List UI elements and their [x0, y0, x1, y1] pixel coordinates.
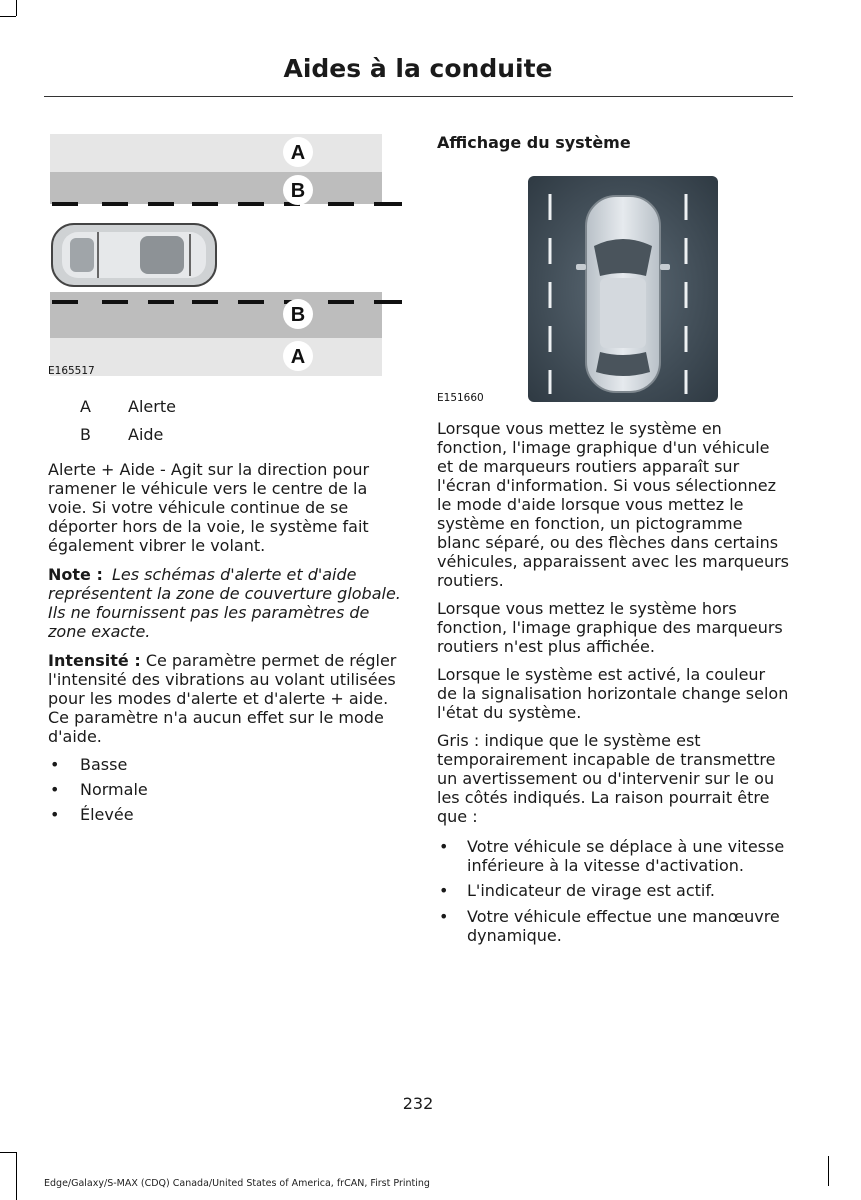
label-b-bottom [283, 299, 313, 329]
note-text: Les schémas d'alerte et d'aide représentent la zone de couverture globale. Ils ne fournissent pas les paramètres de zone exacte. [48, 565, 401, 641]
legend-key-a: A [80, 397, 91, 416]
crop-mark-bottom-left-h [0, 1152, 16, 1153]
vehicle-top-view-icon [576, 196, 670, 392]
right-bullet-dot-2: • [439, 881, 449, 900]
alert-aid-paragraph: Alerte + Aide - Agit sur la direction pour ramener le véhicule vers le centre de la voie. Si votre véhicule continue de se déporter hors de la voie, le système fait également vibrer le volant. [48, 460, 370, 555]
aid-zone-bottom [50, 292, 382, 338]
alert-zone-top [50, 134, 382, 172]
right-column [437, 419, 789, 826]
right-bullet-dot-1: • [439, 837, 449, 856]
intensity-label: Intensité : [48, 651, 141, 670]
page-number: 232 [402, 1094, 434, 1113]
label-a-bottom-text: A [290, 346, 306, 368]
lane-assist-diagram [40, 128, 412, 384]
intensity-option-low: Basse [80, 755, 128, 774]
footer-text: Edge/Galaxy/S-MAX (CDQ) Canada/United States of America, frCAN, First Printing [44, 1178, 430, 1189]
legend-key-b: B [80, 425, 91, 444]
note-paragraph [48, 565, 402, 641]
label-a-top-text: A [290, 142, 306, 164]
display-paragraph-4: Gris : indique que le système est temporairement incapable de transmettre un avertissement ou d'intervenir sur le ou les côtés indiqués. La raison pourrait être que : [437, 731, 776, 826]
grey-reason-turn-signal: L'indicateur de virage est actif. [467, 881, 715, 900]
label-b-bottom-text: B [290, 304, 306, 326]
crop-mark-bottom-left [16, 1152, 17, 1200]
display-paragraph-1: Lorsque vous mettez le système en fonction, l'image graphique d'un véhicule et de marqueurs routiers apparaît sur l'écran d'information. Si vous sélectionnez le mode d'aide lorsque vous mettez le système en fonction, un pictogramme blanc séparé, ou des flèches dans certains véhicules, apparaissent avec les marqueurs routiers. [437, 419, 789, 590]
bullet-dot-3: • [50, 805, 60, 824]
bullet-dot-1: • [50, 755, 60, 774]
grey-reason-dynamic: Votre véhicule effectue une manœuvre dynamique. [467, 907, 780, 945]
vehicle-icon [52, 224, 216, 286]
crop-mark-bottom-right [828, 1156, 829, 1186]
label-a-bottom [283, 341, 313, 371]
system-display-graphic [528, 176, 718, 402]
label-b-top [283, 175, 313, 205]
display-paragraph-3: Lorsque le système est activé, la couleur de la signalisation horizontale change selon l'état du système. [437, 665, 789, 722]
right-bullet-dot-3: • [439, 907, 449, 926]
intensity-option-high: Élevée [80, 805, 134, 824]
left-column [48, 460, 402, 746]
intensity-text: Ce paramètre permet de régler l'intensité des vibrations au volant utilisées pour les modes d'alerte et d'alerte + aide. Ce paramètre n'a aucun effet sur le mode d'aide. [48, 651, 397, 746]
intensity-option-normal: Normale [80, 780, 148, 799]
section-heading: Affichage du système [437, 133, 631, 152]
alert-zone-bottom [50, 338, 382, 376]
figure2-code: E151660 [437, 392, 484, 404]
bullet-dot-2: • [50, 780, 60, 799]
grey-reason-speed: Votre véhicule se déplace à une vitesse inférieure à la vitesse d'activation. [467, 837, 785, 875]
crop-mark-top-left [16, 0, 17, 16]
label-b-top-text: B [290, 180, 306, 202]
crop-mark-top-left-h [0, 16, 16, 17]
figure1-code: E165517 [48, 365, 95, 377]
note-label: Note : [48, 565, 103, 584]
display-paragraph-2: Lorsque vous mettez le système hors fonction, l'image graphique des marqueurs routiers n'est plus affichée. [437, 599, 783, 656]
legend-value-b: Aide [128, 425, 164, 444]
intensity-paragraph [48, 651, 402, 746]
aid-zone-top [50, 172, 382, 204]
label-a-top [283, 137, 313, 167]
page-title: Aides à la conduite [283, 54, 553, 83]
header-rule [44, 96, 793, 97]
legend-value-a: Alerte [128, 397, 176, 416]
